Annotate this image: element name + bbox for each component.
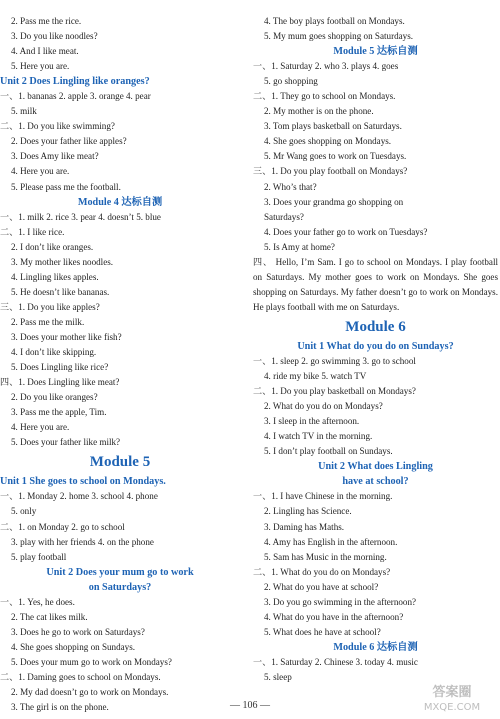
answer-line: 一、1. Saturday 2. Chinese 3. today 4. music <box>253 656 418 667</box>
answer-line: 3. Does your mother like fish? <box>11 331 122 342</box>
answer-line: 一、1. milk 2. rice 3. pear 4. doesn’t 5. blue <box>0 211 161 222</box>
answer-line: 2. What do you do on Mondays? <box>264 401 383 412</box>
answer-line: 3. Do you like noodles? <box>11 31 98 42</box>
answer-line: 2. What do you have at school? <box>264 581 379 592</box>
watermark-line1: 答案圈 <box>432 685 472 700</box>
answer-line: 3. Does Amy like meat? <box>11 151 99 162</box>
answer-line: 一、1. I have Chinese in the morning. <box>253 491 393 502</box>
answer-line: 4. Here you are. <box>11 166 70 177</box>
answer-line: 5. only <box>11 506 37 517</box>
answer-line: 2. Who’s that? <box>264 181 317 192</box>
answer-line: 5. sleep <box>264 671 292 682</box>
answer-line: 4. She goes shopping on Mondays. <box>264 136 392 147</box>
answer-line: 4. ride my bike 5. watch TV <box>264 371 367 382</box>
answer-line: 三、1. Do you like apples? <box>0 301 100 312</box>
answer-line: 3. Daming has Maths. <box>264 521 345 532</box>
answer-line: 2. I don’t like oranges. <box>11 241 94 252</box>
answer-line: 二、1. on Monday 2. go to school <box>0 521 125 532</box>
answer-line: 二、1. Do you play basketball on Mondays? <box>253 386 416 397</box>
answer-paragraph: 四、 Hello, I’m Sam. I go to school on Mondays. I play football on Saturdays. My mother goes to work on Mondays. She goes shopping on Saturdays. My father doesn’t go to work on Mondays. He plays football with me on Saturdays. <box>253 256 498 312</box>
answer-line: 2. Lingling has Science. <box>264 506 352 517</box>
module-title: Module 5 <box>89 454 151 471</box>
answer-line: 3. My mother likes noodles. <box>11 256 114 267</box>
answer-line: 一、1. Saturday 2. who 3. plays 4. goes <box>253 61 399 72</box>
answer-line: 4. Does your father go to work on Tuesdays? <box>264 226 428 237</box>
answer-line: 4. I watch TV in the morning. <box>264 431 373 442</box>
answer-line: 四、1. Does Lingling like meat? <box>0 377 120 388</box>
section-heading: Module 4 达标自测 <box>77 196 163 208</box>
answer-line: 5. milk <box>11 106 37 117</box>
section-heading: Module 6 达标自测 <box>333 641 418 653</box>
answer-line: 2. The cat likes milk. <box>11 611 88 622</box>
answer-line: 4. She goes shopping on Sundays. <box>11 641 136 652</box>
watermark-logo <box>410 681 494 715</box>
answer-line: 2. Pass me the rice. <box>11 16 82 26</box>
answer-line: 3. Does your grandma go shopping on <box>264 196 404 207</box>
answer-line: 5. Does your father like milk? <box>11 437 121 448</box>
answer-line: 2. My dad doesn’t go to work on Mondays. <box>11 687 169 698</box>
answer-line: 5. Is Amy at home? <box>264 241 335 252</box>
answer-line: 4. What do you have in the afternoon? <box>264 611 404 622</box>
answer-line: 5. He doesn’t like bananas. <box>11 286 110 297</box>
answer-line: 4. Here you are. <box>11 422 70 433</box>
answer-line: 一、1. sleep 2. go swimming 3. go to school <box>253 355 416 366</box>
answer-line: 3. I sleep in the afternoon. <box>264 416 360 427</box>
page-number: — 106 — <box>230 700 270 711</box>
answer-line: 5. What does he have at school? <box>264 626 381 637</box>
answer-line: 一、1. Monday 2. home 3. school 4. phone <box>0 491 158 502</box>
answer-line: 4. The boy plays football on Mondays. <box>264 16 405 26</box>
section-heading: Unit 2 Does your mum go to work <box>46 566 194 578</box>
answer-line: 2. Do you like oranges? <box>11 392 98 403</box>
answer-line: 2. My mother is on the phone. <box>264 106 374 117</box>
answer-line: 5. Please pass me the football. <box>11 181 121 192</box>
answer-line: 二、1. They go to school on Mondays. <box>253 91 396 102</box>
answer-line: 4. And I like meat. <box>11 46 79 57</box>
module-title: Module 6 <box>345 318 406 335</box>
answer-line: 一、1. bananas 2. apple 3. orange 4. pear <box>0 91 151 102</box>
left-column <box>0 14 240 715</box>
answer-line: 4. Lingling likes apples. <box>11 271 99 282</box>
answer-line: 3. play with her friends 4. on the phone <box>11 536 154 547</box>
section-heading: Unit 1 She goes to school on Mondays. <box>0 476 166 488</box>
answer-line: 3. Does he go to work on Saturdays? <box>11 626 145 637</box>
watermark-line2: MXQE.COM <box>423 702 481 713</box>
section-heading: on Saturdays? <box>88 581 152 593</box>
section-heading: have at school? <box>342 476 409 488</box>
answer-line: 5. I don’t play football on Sundays. <box>264 446 393 457</box>
answer-line: Saturdays? <box>264 211 304 222</box>
answer-line: 二、1. Daming goes to school on Mondays. <box>0 671 161 682</box>
answer-line: 3. Pass me the apple, Tim. <box>11 407 107 418</box>
answer-line: 3. Tom plays basketball on Saturdays. <box>264 121 402 132</box>
answer-line: 二、1. I like rice. <box>0 226 65 237</box>
section-heading: Unit 2 Does Lingling like oranges? <box>0 76 150 88</box>
answer-line: 5. Does your mum go to work on Mondays? <box>11 656 172 667</box>
right-column <box>253 14 498 685</box>
answer-line: 5. Here you are. <box>11 61 70 72</box>
section-heading: Unit 1 What do you do on Sundays? <box>297 340 454 352</box>
answer-line: 5. go shopping <box>264 76 318 87</box>
answer-line: 二、1. What do you do on Mondays? <box>253 566 391 577</box>
answer-line: 一、1. Yes, he does. <box>0 596 75 607</box>
answer-line: 5. Does Lingling like rice? <box>11 362 109 373</box>
answer-line: 5. Sam has Music in the morning. <box>264 551 387 562</box>
answer-line: 3. Do you go swimming in the afternoon? <box>264 596 417 607</box>
answer-line: 5. Mr Wang goes to work on Tuesdays. <box>264 151 407 162</box>
answer-line: 5. My mum goes shopping on Saturdays. <box>264 31 414 42</box>
answer-line: 2. Pass me the milk. <box>11 316 85 327</box>
answer-line: 4. Amy has English in the afternoon. <box>264 536 398 547</box>
answer-line: 2. Does your father like apples? <box>11 136 127 147</box>
answer-line: 4. I don’t like skipping. <box>11 347 97 358</box>
answer-line: 3. The girl is on the phone. <box>11 702 109 713</box>
section-heading: Unit 2 What does Lingling <box>318 461 433 473</box>
answer-line: 三、1. Do you play football on Mondays? <box>253 166 408 177</box>
answer-line: 二、1. Do you like swimming? <box>0 121 115 132</box>
answer-line: 5. play football <box>11 551 67 562</box>
section-heading: Module 5 达标自测 <box>333 46 418 58</box>
